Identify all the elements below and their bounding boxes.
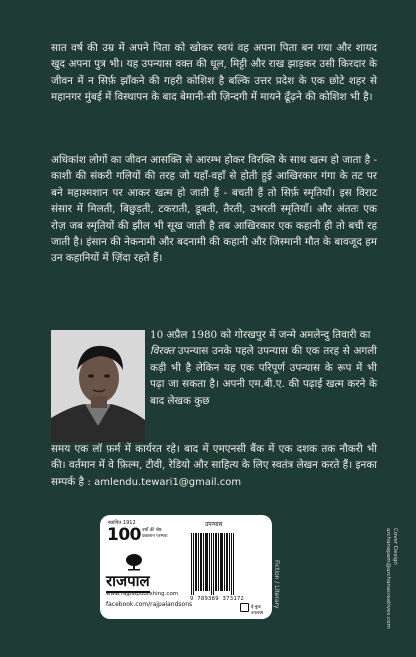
ebook-label: ई-बुक उपलब्ध — [251, 605, 264, 616]
cover-design-credit — [384, 528, 398, 629]
publisher-brand: राजपाल — [106, 571, 150, 593]
author-photo — [51, 330, 145, 442]
novel-title: विरक्त — [150, 345, 175, 358]
publisher-facebook[interactable]: facebook.com/rajpalandsons — [106, 601, 193, 608]
tree-logo-icon — [124, 553, 144, 571]
author-bio — [150, 327, 377, 409]
badge-100: 100 — [107, 525, 141, 545]
barcode-icon — [190, 533, 236, 595]
ebook-icon — [240, 603, 249, 612]
author-email[interactable]: amlendu.tewari1@gmail.com — [94, 476, 242, 488]
blurb-paragraph-1: सात वर्ष की उम्र में अपने पिता को खोकर स्वयं वह अपना पिता बन गया और शायद खुद अपना पुत्र भी। यह उपन्यास वक्त की धूल, मिट्टी और राख झाड़कर उसी किरदार के जीवन में न सिर्फ़ झाँकने की गहरी कोशिश है बल्कि उत्तर प्रदेश के एक छोटे शहर से महानगर मुंबई में विस्थापन के बाद बेमानी-सी ज़िन्दगी में मायने ढूँढ़ने की कोशिश भी है। — [51, 42, 377, 104]
author-portrait-icon — [51, 330, 145, 442]
author-bio-part1: 10 अप्रैल 1980 को गोरखपुर में जन्मे अमलेन्दु तिवारी का — [150, 329, 371, 341]
centenary-badge — [105, 519, 171, 549]
cover-design-email: archanapam@archanacreatives.com — [385, 528, 391, 629]
publisher-website[interactable]: www.rajpalpublishing.com — [106, 591, 179, 597]
publisher-card — [100, 515, 272, 619]
category-label: Fiction / Literary — [273, 560, 280, 609]
genre-label: उपन्यास — [205, 521, 223, 528]
author-bio-part2: उपन्यास उनके पहले उपन्यास की एक तरह से अगली कड़ी भी है लेकिन यह एक परिपूर्ण उपन्यास के रूप में भी पढ़ा जा सकता है। अपनी एम.बी.ए. की पढ़ाई खत्म करने के बाद लेखक कुछ — [150, 345, 377, 407]
author-bio-continued — [51, 441, 377, 491]
isbn-number: 9 789389 373172 — [190, 596, 245, 602]
badge-established: स्थापित 1912 — [108, 520, 136, 526]
author-bio-part3: समय एक लॉ फ़र्म में कार्यरत रहे। बाद में एमएनसी बैंक में एक दशक तक नौकरी भी की। वर्तमान में वे फ़िल्म, टीवी, रेडियो और साहित्य के लिए स्वतंत्र लेखन करते हैं। इनका सम्पर्क है : — [51, 443, 377, 488]
badge-tagline: वर्षों की श्रेष्ठ प्रकाशन परम्परा — [142, 528, 168, 539]
cover-design-title: Cover Design — [392, 528, 398, 565]
blurb-paragraph-2: अधिकांश लोगों का जीवन आसक्ति से आरम्भ होकर विरक्ति के साथ खत्म हो जाता है - काशी की संकरी गलियों की तरह जो यहाँ-वहाँ से होती हुई आखिरकार गंगा के तट पर बने महाश्मशान पर आकर खत्म हो जाती हैं - बचती हैं तो सिर्फ़ स्मृतियाँ। इस विराट संसार में मिलती, बिछुड़ती, टकराती, डूबती, तैरती, उभरती स्मृतियाँ। और अंततः एक रोज़ जब स्मृतियों की झील भी सूख जाती है तब आखिरकार एक कहानी ही तो बची रह जाती है। इंसान की नेकनामी और बदनामी की कहानी और जिस्मानी मौत के बावजूद हम उन कहानियों में ज़िंदा रहते हैं। — [51, 154, 377, 265]
